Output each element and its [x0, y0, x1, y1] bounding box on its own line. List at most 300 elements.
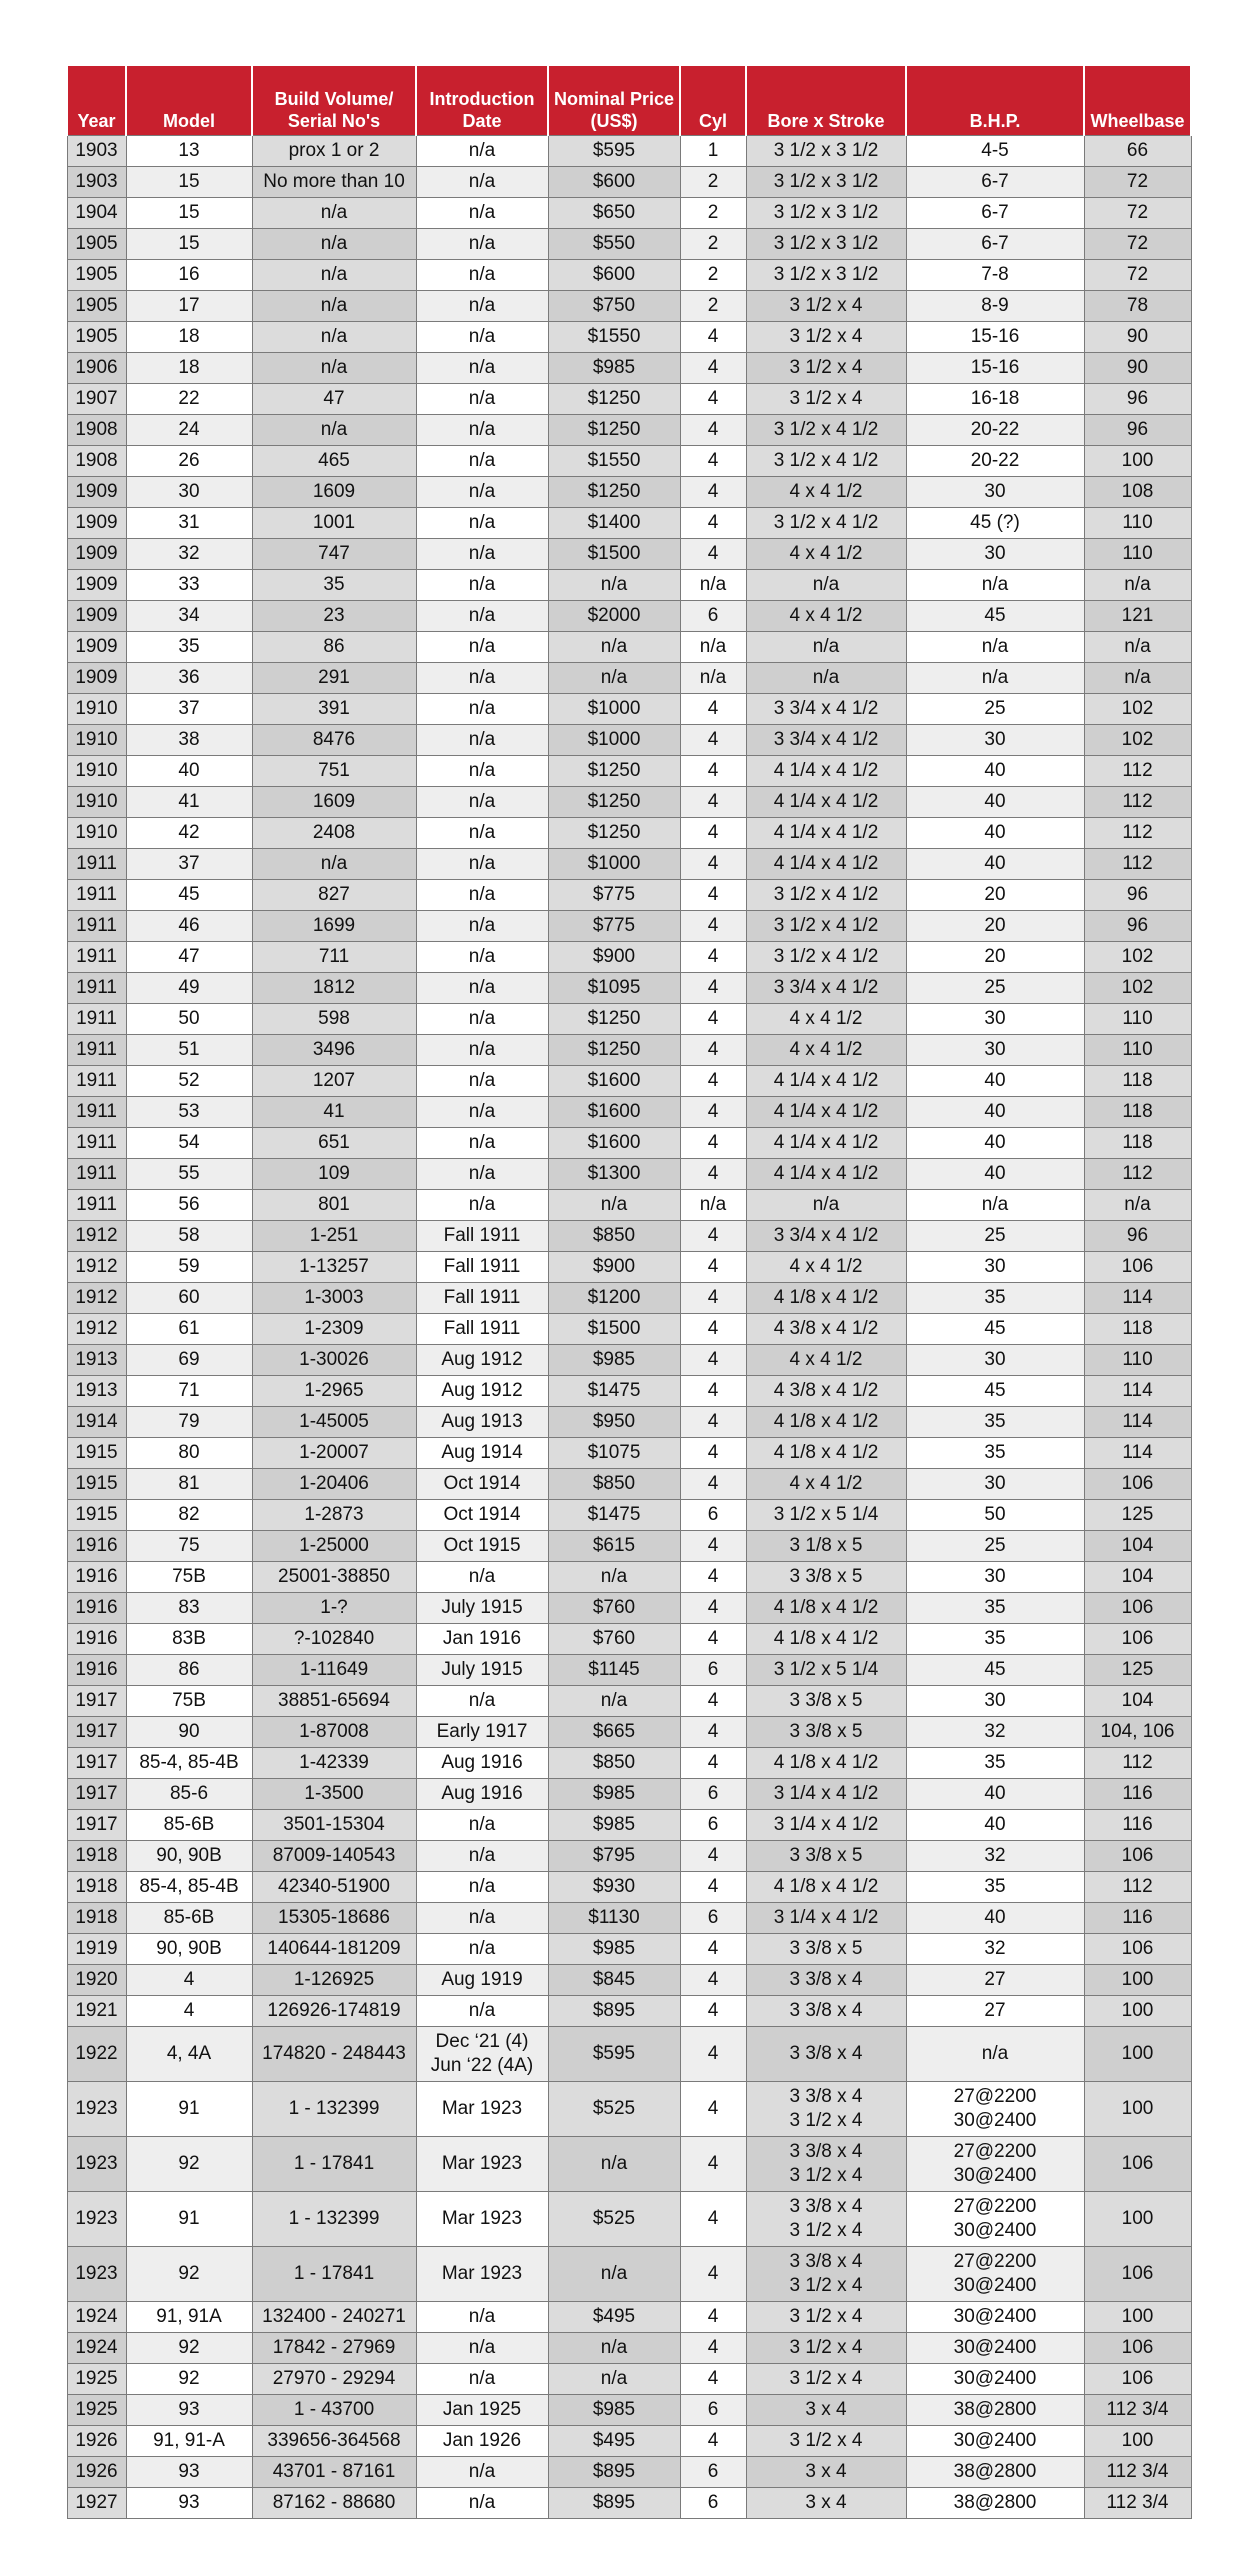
nominal-price-cell: [548, 570, 680, 601]
nominal-price-cell: [548, 167, 680, 198]
table-row: [67, 384, 1191, 415]
bhp-cell: [906, 2192, 1084, 2247]
bhp-cell: [906, 353, 1084, 384]
wheelbase-cell: [1084, 1469, 1191, 1500]
nominal-price-cell: [548, 1686, 680, 1717]
introduction-date-cell: [416, 1097, 548, 1128]
cyl-cell-text: 4: [707, 1380, 719, 1401]
build-volume-cell: [252, 756, 416, 787]
bore-stroke-cell-text: 3 3/8 x 4 3 1/2 x 4: [789, 2141, 863, 2186]
year-cell-text: 1920: [75, 1969, 118, 1990]
model-cell: [126, 1004, 252, 1035]
nominal-price-cell-text: $595: [592, 140, 636, 161]
year-cell-text: 1916: [75, 1566, 118, 1587]
bhp-cell: [906, 2302, 1084, 2333]
build-volume-cell: [252, 1500, 416, 1531]
cyl-cell-text: 4: [707, 388, 719, 409]
nominal-price-cell-text: $985: [592, 2399, 636, 2420]
nominal-price-cell-text: n/a: [600, 2337, 628, 2358]
introduction-date-cell: [416, 1035, 548, 1066]
year-cell-text: 1923: [75, 2208, 118, 2229]
year-cell: [67, 1066, 126, 1097]
cyl-cell-text: 4: [707, 1349, 719, 1370]
introduction-date-cell: [416, 229, 548, 260]
bhp-cell: [906, 1500, 1084, 1531]
introduction-date-cell-text: n/a: [468, 667, 496, 688]
model-cell-text: 16: [178, 264, 200, 285]
cyl-cell: [680, 2395, 746, 2426]
nominal-price-cell-text: $760: [592, 1597, 636, 1618]
bore-stroke-cell-text: 4 x 4 1/2: [789, 1256, 863, 1277]
build-volume-cell: [252, 322, 416, 353]
nominal-price-cell-text: $845: [592, 1969, 636, 1990]
build-volume-cell: [252, 1066, 416, 1097]
bore-stroke-cell: [746, 1779, 906, 1810]
build-volume-cell-text: 801: [318, 1194, 350, 1215]
year-cell-text: 1923: [75, 2263, 118, 2284]
introduction-date-cell-text: Jan 1916: [442, 1628, 522, 1649]
model-cell-text: 47: [178, 946, 200, 967]
wheelbase-cell: [1084, 1283, 1191, 1314]
wheelbase-cell: [1084, 1128, 1191, 1159]
nominal-price-cell: [548, 291, 680, 322]
introduction-date-cell: [416, 291, 548, 322]
table-row: [67, 2364, 1191, 2395]
cyl-cell: [680, 1469, 746, 1500]
table-row: [67, 1190, 1191, 1221]
year-cell-text: 1909: [75, 512, 118, 533]
cyl-cell: [680, 2247, 746, 2302]
cyl-cell-text: 4: [707, 791, 719, 812]
year-cell: [67, 2395, 126, 2426]
nominal-price-cell-text: $1475: [587, 1504, 641, 1525]
cyl-cell-text: 6: [707, 1814, 719, 1835]
model-cell-text: 52: [178, 1070, 200, 1091]
wheelbase-cell-text: 104, 106: [1100, 1721, 1175, 1742]
table-row: [67, 1159, 1191, 1190]
year-cell-text: 1926: [75, 2461, 118, 2482]
model-cell: [126, 2082, 252, 2137]
cyl-cell: [680, 322, 746, 353]
model-cell: [126, 322, 252, 353]
model-cell: [126, 756, 252, 787]
introduction-date-cell-text: n/a: [468, 1938, 496, 1959]
model-cell-text: 75B: [172, 1566, 206, 1587]
bore-stroke-cell-text: 3 1/2 x 4: [789, 357, 863, 378]
bore-stroke-cell-text: 3 1/2 x 4 1/2: [773, 946, 879, 967]
cyl-cell: [680, 2488, 746, 2519]
table-row: [67, 2395, 1191, 2426]
bhp-cell-text: 35: [984, 1597, 1006, 1618]
nominal-price-cell-text: $1400: [587, 512, 641, 533]
bore-stroke-cell-text: 3 1/2 x 4: [789, 326, 863, 347]
build-volume-cell-text: 391: [318, 698, 350, 719]
model-cell: [126, 291, 252, 322]
wheelbase-cell-text: 100: [1121, 2000, 1154, 2021]
year-cell-text: 1922: [75, 2043, 118, 2064]
year-cell: [67, 2488, 126, 2519]
build-volume-cell: [252, 384, 416, 415]
wheelbase-cell: [1084, 1624, 1191, 1655]
bhp-cell: [906, 601, 1084, 632]
cyl-cell: [680, 1562, 746, 1593]
build-volume-cell-text: n/a: [320, 202, 348, 223]
bhp-cell: [906, 1779, 1084, 1810]
model-cell: [126, 167, 252, 198]
nominal-price-cell-text: n/a: [600, 636, 628, 657]
model-cell: [126, 942, 252, 973]
header-bhp: B.H.P.: [906, 66, 1084, 136]
introduction-date-cell-text: n/a: [468, 729, 496, 750]
introduction-date-cell: [416, 1438, 548, 1469]
table-row: [67, 601, 1191, 632]
bore-stroke-cell-text: 3 1/2 x 4 1/2: [773, 915, 879, 936]
year-cell-text: 1925: [75, 2368, 118, 2389]
bhp-cell-text: 38@2800: [953, 2461, 1037, 2482]
bhp-cell: [906, 291, 1084, 322]
wheelbase-cell: [1084, 539, 1191, 570]
wheelbase-cell-text: 125: [1121, 1504, 1154, 1525]
bore-stroke-cell-text: 3 3/4 x 4 1/2: [773, 729, 879, 750]
model-cell-text: 93: [178, 2399, 200, 2420]
table-row: [67, 787, 1191, 818]
wheelbase-cell: [1084, 1779, 1191, 1810]
year-cell: [67, 1283, 126, 1314]
build-volume-cell-text: n/a: [320, 853, 348, 874]
bhp-cell-text: 15-16: [970, 357, 1020, 378]
cyl-cell-text: n/a: [699, 1194, 727, 1215]
cyl-cell-text: 4: [707, 1256, 719, 1277]
table-row: [67, 2082, 1191, 2137]
nominal-price-cell: [548, 1221, 680, 1252]
model-cell-text: 15: [178, 171, 200, 192]
year-cell: [67, 2333, 126, 2364]
wheelbase-cell-text: 100: [1121, 2430, 1154, 2451]
nominal-price-cell: [548, 942, 680, 973]
introduction-date-cell-text: n/a: [468, 171, 496, 192]
year-cell: [67, 632, 126, 663]
nominal-price-cell: [548, 1066, 680, 1097]
model-cell: [126, 911, 252, 942]
bhp-cell-text: 20: [984, 884, 1006, 905]
wheelbase-cell: [1084, 1407, 1191, 1438]
nominal-price-cell-text: $1500: [587, 543, 641, 564]
bhp-cell-text: 30: [984, 1566, 1006, 1587]
bhp-cell-text: 30: [984, 481, 1006, 502]
wheelbase-cell-text: 106: [1121, 1938, 1154, 1959]
nominal-price-cell-text: n/a: [600, 667, 628, 688]
bore-stroke-cell-text: 3 1/2 x 3 1/2: [773, 264, 879, 285]
bore-stroke-cell-text: 4 1/8 x 4 1/2: [773, 1597, 879, 1618]
build-volume-cell: [252, 1283, 416, 1314]
build-volume-cell-text: n/a: [320, 326, 348, 347]
year-cell-text: 1904: [75, 202, 118, 223]
wheelbase-cell-text: 102: [1121, 729, 1154, 750]
model-cell-text: 80: [178, 1442, 200, 1463]
table-row: [67, 818, 1191, 849]
header-introduction-date: Introduction Date: [416, 66, 548, 136]
bore-stroke-cell: [746, 384, 906, 415]
header-build-volume: Build Volume/ Serial No's: [252, 66, 416, 136]
bore-stroke-cell: [746, 260, 906, 291]
bore-stroke-cell: [746, 477, 906, 508]
model-cell-text: 40: [178, 760, 200, 781]
introduction-date-cell: [416, 1748, 548, 1779]
year-cell: [67, 1500, 126, 1531]
year-cell-text: 1915: [75, 1473, 118, 1494]
table-row: [67, 2137, 1191, 2192]
cyl-cell-text: 4: [707, 1225, 719, 1246]
build-volume-cell: [252, 818, 416, 849]
cyl-cell-text: 6: [707, 1783, 719, 1804]
bore-stroke-cell: [746, 1097, 906, 1128]
nominal-price-cell-text: $985: [592, 1938, 636, 1959]
introduction-date-cell-text: n/a: [468, 233, 496, 254]
bore-stroke-cell-text: 3 1/2 x 4: [789, 388, 863, 409]
bhp-cell: [906, 1655, 1084, 1686]
model-cell-text: 69: [178, 1349, 200, 1370]
build-volume-cell-text: 1-45005: [299, 1411, 369, 1432]
build-volume-cell-text: 1207: [312, 1070, 356, 1091]
cyl-cell-text: n/a: [699, 636, 727, 657]
wheelbase-cell: [1084, 2426, 1191, 2457]
introduction-date-cell: [416, 1686, 548, 1717]
nominal-price-cell: [548, 1810, 680, 1841]
wheelbase-cell: [1084, 2395, 1191, 2426]
bhp-cell-text: 45 (?): [970, 512, 1020, 533]
model-cell: [126, 353, 252, 384]
wheelbase-cell: [1084, 2027, 1191, 2082]
model-cell: [126, 880, 252, 911]
bhp-cell: [906, 229, 1084, 260]
build-volume-cell: [252, 2302, 416, 2333]
cyl-cell-text: 2: [707, 202, 719, 223]
year-cell: [67, 353, 126, 384]
year-cell-text: 1913: [75, 1380, 118, 1401]
introduction-date-cell-text: n/a: [468, 2337, 496, 2358]
year-cell-text: 1911: [76, 977, 117, 998]
model-cell-text: 93: [178, 2492, 200, 2513]
bhp-cell: [906, 1128, 1084, 1159]
model-cell: [126, 539, 252, 570]
build-volume-cell: [252, 415, 416, 446]
cyl-cell: [680, 539, 746, 570]
build-volume-cell-text: 465: [318, 450, 350, 471]
introduction-date-cell-text: Oct 1915: [443, 1535, 521, 1556]
bore-stroke-cell-text: 3 1/2 x 3 1/2: [773, 140, 879, 161]
bore-stroke-cell: [746, 2027, 906, 2082]
bhp-cell: [906, 1717, 1084, 1748]
wheelbase-cell: [1084, 756, 1191, 787]
nominal-price-cell: [548, 477, 680, 508]
bore-stroke-cell: [746, 1748, 906, 1779]
bhp-cell-text: 30@2400: [953, 2430, 1037, 2451]
bore-stroke-cell-text: 4 1/8 x 4 1/2: [773, 1628, 879, 1649]
build-volume-cell: [252, 1097, 416, 1128]
year-cell: [67, 2302, 126, 2333]
build-volume-cell-text: n/a: [320, 295, 348, 316]
wheelbase-cell-text: 121: [1121, 605, 1154, 626]
nominal-price-cell: [548, 2457, 680, 2488]
bore-stroke-cell-text: 3 1/2 x 5 1/4: [773, 1504, 879, 1525]
nominal-price-cell-text: $1600: [587, 1101, 641, 1122]
bhp-cell: [906, 1965, 1084, 1996]
bore-stroke-cell: [746, 1841, 906, 1872]
bore-stroke-cell-text: 4 1/4 x 4 1/2: [773, 760, 879, 781]
nominal-price-cell-text: $1250: [587, 1008, 641, 1029]
cyl-cell: [680, 942, 746, 973]
model-cell: [126, 1996, 252, 2027]
nominal-price-cell-text: n/a: [600, 1566, 628, 1587]
table-row: [67, 198, 1191, 229]
model-cell: [126, 2395, 252, 2426]
build-volume-cell: [252, 1655, 416, 1686]
model-cell-text: 15: [178, 202, 200, 223]
model-cell-text: 17: [178, 295, 200, 316]
bhp-cell-text: 40: [984, 853, 1006, 874]
introduction-date-cell-text: July 1915: [441, 1659, 523, 1680]
introduction-date-cell: [416, 2364, 548, 2395]
build-volume-cell-text: 23: [323, 605, 345, 626]
model-cell: [126, 1159, 252, 1190]
year-cell: [67, 2364, 126, 2395]
wheelbase-cell: [1084, 911, 1191, 942]
introduction-date-cell-text: n/a: [468, 1845, 496, 1866]
wheelbase-cell: [1084, 2488, 1191, 2519]
nominal-price-cell: [548, 1531, 680, 1562]
cyl-cell-text: 4: [707, 1721, 719, 1742]
nominal-price-cell-text: $795: [592, 1845, 636, 1866]
build-volume-cell-text: 17842 - 27969: [272, 2337, 396, 2358]
wheelbase-cell: [1084, 849, 1191, 880]
build-volume-cell: [252, 2137, 416, 2192]
model-cell-text: 60: [178, 1287, 200, 1308]
build-volume-cell: [252, 1934, 416, 1965]
year-cell: [67, 942, 126, 973]
bhp-cell: [906, 725, 1084, 756]
bhp-cell-text: 30: [984, 1473, 1006, 1494]
nominal-price-cell-text: $650: [592, 202, 636, 223]
bhp-cell: [906, 2364, 1084, 2395]
bore-stroke-cell: [746, 2302, 906, 2333]
bore-stroke-cell-text: 4 1/4 x 4 1/2: [773, 853, 879, 874]
nominal-price-cell: [548, 1562, 680, 1593]
build-volume-cell-text: 1-251: [309, 1225, 359, 1246]
wheelbase-cell: [1084, 2457, 1191, 2488]
model-cell: [126, 1128, 252, 1159]
build-volume-cell: [252, 1903, 416, 1934]
introduction-date-cell: [416, 1159, 548, 1190]
table-row: [67, 167, 1191, 198]
introduction-date-cell: [416, 322, 548, 353]
cyl-cell-text: 4: [707, 1163, 719, 1184]
bhp-cell: [906, 880, 1084, 911]
introduction-date-cell-text: n/a: [468, 2000, 496, 2021]
bhp-cell: [906, 787, 1084, 818]
cyl-cell-text: 6: [707, 605, 719, 626]
year-cell: [67, 2082, 126, 2137]
table-row: [67, 570, 1191, 601]
nominal-price-cell: [548, 1159, 680, 1190]
introduction-date-cell-text: Early 1917: [436, 1721, 528, 1742]
build-volume-cell-text: 598: [318, 1008, 350, 1029]
bore-stroke-cell-text: 3 3/4 x 4 1/2: [773, 698, 879, 719]
nominal-price-cell: [548, 1624, 680, 1655]
model-cell: [126, 663, 252, 694]
year-cell: [67, 570, 126, 601]
introduction-date-cell: [416, 1283, 548, 1314]
year-cell-text: 1910: [75, 822, 118, 843]
build-volume-cell: [252, 2192, 416, 2247]
nominal-price-cell-text: $895: [592, 2461, 636, 2482]
header-wheelbase: Wheelbase: [1084, 66, 1191, 136]
model-cell-text: 83B: [172, 1628, 206, 1649]
build-volume-cell-text: 87009-140543: [272, 1845, 396, 1866]
year-cell-text: 1919: [75, 1938, 118, 1959]
bhp-cell: [906, 198, 1084, 229]
wheelbase-cell: [1084, 291, 1191, 322]
year-cell: [67, 1903, 126, 1934]
bore-stroke-cell: [746, 1717, 906, 1748]
bore-stroke-cell-text: 3 3/4 x 4 1/2: [773, 1225, 879, 1246]
nominal-price-cell: [548, 229, 680, 260]
model-cell: [126, 1934, 252, 1965]
wheelbase-cell-text: 114: [1122, 1287, 1153, 1308]
bhp-cell: [906, 1593, 1084, 1624]
cyl-cell: [680, 1097, 746, 1128]
build-volume-cell-text: 41: [323, 1101, 345, 1122]
build-volume-cell-text: 86: [323, 636, 345, 657]
bhp-cell-text: 30: [984, 729, 1006, 750]
bhp-cell: [906, 2395, 1084, 2426]
year-cell-text: 1910: [75, 698, 118, 719]
wheelbase-cell-text: 100: [1121, 2306, 1154, 2327]
table-row: [67, 1872, 1191, 1903]
cyl-cell-text: 2: [707, 233, 719, 254]
wheelbase-cell: [1084, 198, 1191, 229]
specifications-table-container: [66, 66, 1190, 2519]
introduction-date-cell: [416, 570, 548, 601]
cyl-cell: [680, 1903, 746, 1934]
bhp-cell-text: 30@2400: [953, 2368, 1037, 2389]
cyl-cell: [680, 1934, 746, 1965]
build-volume-cell-text: 711: [318, 946, 350, 967]
model-cell: [126, 1531, 252, 1562]
model-cell-text: 85-6: [169, 1783, 209, 1804]
nominal-price-cell: [548, 601, 680, 632]
nominal-price-cell: [548, 880, 680, 911]
header-model: Model: [126, 66, 252, 136]
table-row: [67, 1438, 1191, 1469]
wheelbase-cell-text: 100: [1121, 2098, 1154, 2119]
nominal-price-cell: [548, 1593, 680, 1624]
model-cell: [126, 446, 252, 477]
model-cell-text: 24: [178, 419, 200, 440]
year-cell-text: 1911: [76, 1132, 117, 1153]
bhp-cell: [906, 663, 1084, 694]
model-cell-text: 92: [178, 2368, 200, 2389]
cyl-cell: [680, 973, 746, 1004]
table-row: [67, 1562, 1191, 1593]
bore-stroke-cell-text: 4 1/4 x 4 1/2: [773, 1132, 879, 1153]
build-volume-cell: [252, 2364, 416, 2395]
wheelbase-cell: [1084, 570, 1191, 601]
table-row: [67, 973, 1191, 1004]
bhp-cell: [906, 2082, 1084, 2137]
build-volume-cell: [252, 1717, 416, 1748]
introduction-date-cell: [416, 136, 548, 167]
introduction-date-cell: [416, 2027, 548, 2082]
